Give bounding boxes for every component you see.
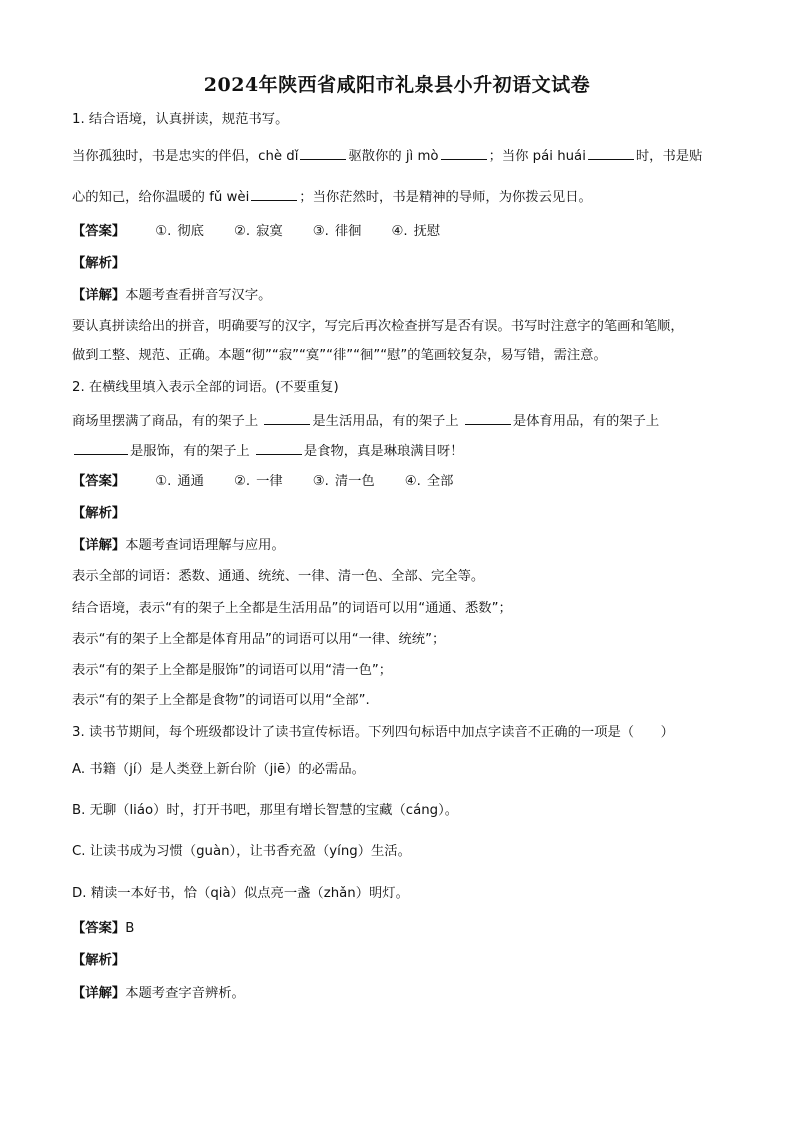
q1-answer-1: ①. 彻底 xyxy=(155,224,204,239)
q3-option-c: C. 让读书成为习惯（guàn），让书香充盈（yíng）生活。 xyxy=(72,844,411,859)
q1-blank-4 xyxy=(251,188,297,201)
q2-line-2: 结合语境，表示“有的架子上全都是生活用品”的词语可以用“通通、悉数”； xyxy=(72,601,512,616)
q1-text-f: ；当你茫然时，书是精神的导师，为你拨云见日。 xyxy=(299,190,592,205)
q3-answer-value: B xyxy=(125,921,135,936)
q3-option-b: B. 无聊（liáo）时，打开书吧，那里有增长智慧的宝藏（cáng）。 xyxy=(72,803,459,818)
q3-detail-row xyxy=(72,985,245,1003)
q1-detail-row xyxy=(72,287,271,305)
q2-detail-text: 本题考查词语理解与应用。 xyxy=(125,538,285,553)
q2-line-5: 表示“有的架子上全都是食物”的词语可以用“全部”. xyxy=(72,693,370,708)
q1-answer-label: 【答案】 xyxy=(72,224,126,239)
q1-detail-label: 【详解】 xyxy=(72,288,126,303)
q1-prompt: 1. 结合语境，认真拼读，规范书写。 xyxy=(72,112,289,127)
q2-line-1: 表示全部的词语：悉数、通通、统统、一律、清一色、全部、完全等。 xyxy=(72,569,485,584)
q2-text-line-2 xyxy=(72,442,463,461)
q3-option-d: D. 精读一本好书，恰（qià）似点亮一盏（zhǎn）明灯。 xyxy=(72,886,409,901)
q1-blank-1 xyxy=(300,147,346,160)
page-title: 2024年陕西省咸阳市礼泉县小升初语文试卷 xyxy=(203,74,591,96)
q2-text-a: 商场里摆满了商品，有的架子上 xyxy=(72,414,259,429)
q2-answer-1: ①. 通通 xyxy=(155,474,204,489)
q3-prompt: 3. 读书节期间，每个班级都设计了读书宣传标语。下列四句标语中加点字读音不正确的一项是（ ） xyxy=(72,725,674,740)
q2-text-line-1 xyxy=(72,412,659,431)
q3-answer-row xyxy=(72,920,134,938)
q1-text-a: 当你孤独时，书是忠实的伴侣，chè dǐ xyxy=(72,149,299,164)
q2-detail-label: 【详解】 xyxy=(72,538,126,553)
q3-analysis-label: 【解析】 xyxy=(72,953,126,968)
q2-blank-2 xyxy=(465,412,511,425)
q3-option-a: A. 书籍（jí）是人类登上新台阶（jiē）的必需品。 xyxy=(72,762,365,777)
q3-answer-label: 【答案】 xyxy=(72,921,126,936)
q1-text-b: 驱散你的 jì mò xyxy=(348,149,439,164)
q1-answer-4: ④. 抚慰 xyxy=(391,224,441,239)
q2-answer-label: 【答案】 xyxy=(72,474,126,489)
q1-text-d: 时，书是贴 xyxy=(635,149,703,164)
q1-blank-3 xyxy=(588,147,634,160)
q2-blank-4 xyxy=(256,442,302,455)
q2-text-d: 是服饰，有的架子上 xyxy=(130,444,250,459)
q1-text-e: 心的知己，给你温暖的 fǔ wèi xyxy=(72,190,250,205)
q2-prompt: 2. 在横线里填入表示全部的词语。(不要重复) xyxy=(72,380,339,395)
q1-text-line-2 xyxy=(72,188,592,207)
q2-analysis-label: 【解析】 xyxy=(72,506,126,521)
q2-answer-3: ③. 清一色 xyxy=(312,474,375,489)
q1-text-line-1 xyxy=(72,147,702,166)
q1-blank-2 xyxy=(441,147,487,160)
q2-blank-1 xyxy=(264,412,310,425)
q2-answer-row xyxy=(72,473,453,491)
q2-answer-4: ④. 全部 xyxy=(404,474,454,489)
q2-text-b: 是生活用品，有的架子上 xyxy=(312,414,459,429)
q1-note-2: 做到工整、规范、正确。本题“彻”“寂”“寞”“徘”“徊”“慰”的笔画较复杂，易写错，需注意。 xyxy=(72,348,607,363)
q3-detail-label: 【详解】 xyxy=(72,986,126,1001)
q1-text-c: ；当你 pái huái xyxy=(488,149,586,164)
q1-analysis-label: 【解析】 xyxy=(72,256,126,271)
q1-answer-2: ②. 寂寞 xyxy=(233,224,283,239)
q2-detail-row xyxy=(72,537,285,555)
q3-detail-text: 本题考查字音辨析。 xyxy=(125,986,245,1001)
q2-line-4: 表示“有的架子上全都是服饰”的词语可以用“清一色”； xyxy=(72,663,393,678)
q2-blank-3 xyxy=(74,442,128,455)
q2-text-e: 是食物，真是琳琅满目呀！ xyxy=(303,444,464,459)
q1-detail-text: 本题考查看拼音写汉字。 xyxy=(125,288,272,303)
q2-text-c: 是体育用品，有的架子上 xyxy=(512,414,660,429)
q2-answer-2: ②. 一律 xyxy=(233,474,283,489)
q1-answer-3: ③. 徘徊 xyxy=(312,224,362,239)
q2-line-3: 表示“有的架子上全都是体育用品”的词语可以用“一律、统统”； xyxy=(72,632,446,647)
q1-note-1: 要认真拼读给出的拼音，明确要写的汉字，写完后再次检查拼写是否有误。书写时注意字的笔画和笔顺， xyxy=(72,319,684,334)
q1-answer-row xyxy=(72,223,440,241)
